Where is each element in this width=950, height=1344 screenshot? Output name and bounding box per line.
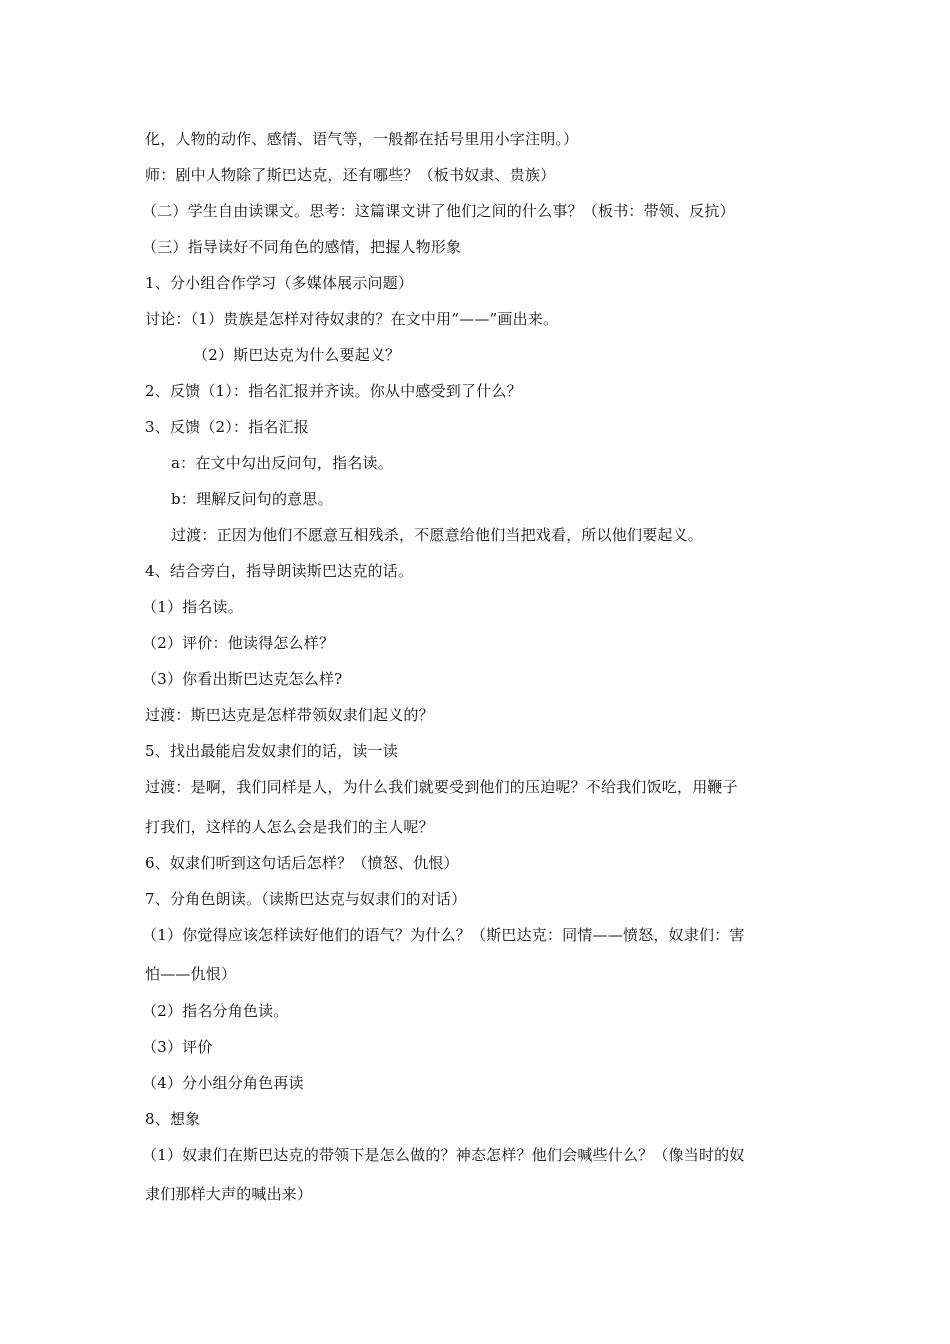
text-line-12: 过渡：正因为他们不愿意互相残杀，不愿意给他们当把戏看，所以他们要起义。 (171, 526, 704, 544)
text-line-25: （2）指名分角色读。 (142, 1002, 289, 1020)
text-line-19: 过渡：是啊，我们同样是人，为什么我们就要受到他们的压迫呢？不给我们饭吃，用鞭子 (145, 778, 738, 796)
text-line-9: 3、反馈（2）：指名汇报 (145, 418, 309, 436)
text-line-4: （三）指导读好不同角色的感情，把握人物形象 (142, 238, 462, 256)
text-line-16: （3）你看出斯巴达克怎么样? (142, 670, 343, 688)
text-line-10: a：在文中勾出反问句，指名读。 (171, 454, 393, 472)
text-line-26: （3）评价 (142, 1038, 213, 1056)
text-line-28: 8、想象 (145, 1110, 201, 1128)
text-line-17: 过渡：斯巴达克是怎样带领奴隶们起义的？ (145, 706, 434, 724)
text-line-15: （2）评价：他读得怎么样？ (142, 634, 335, 652)
text-line-20: 打我们，这样的人怎么会是我们的主人呢？ (145, 818, 434, 836)
text-line-22: 7、分角色朗读。（读斯巴达克与奴隶们的对话） (145, 890, 467, 908)
text-line-23: （1）你觉得应该怎样读好他们的语气？为什么？（斯巴达克：同情——愤怒，奴隶们：害 (142, 926, 745, 944)
text-line-11: b：理解反问句的意思。 (171, 490, 333, 508)
text-line-3: （二）学生自由读课文。思考：这篇课文讲了他们之间的什么事？（板书：带领、反抗） (142, 202, 735, 220)
text-line-21: 6、奴隶们听到这句话后怎样？（愤怒、仇恨） (145, 854, 459, 872)
text-line-1: 化，人物的动作、感情、语气等，一般都在括号里用小字注明。） (145, 130, 579, 148)
text-line-14: （1）指名读。 (142, 598, 243, 616)
text-line-30: 隶们那样大声的喊出来） (145, 1185, 313, 1203)
text-line-13: 4、结合旁白，指导朗读斯巴达克的话。 (145, 562, 414, 580)
text-line-8: 2、反馈（1）：指名汇报并齐读。你从中感受到了什么？ (145, 382, 522, 400)
text-line-2: 师：剧中人物除了斯巴达克，还有哪些？（板书奴隶、贵族） (145, 166, 556, 184)
text-line-27: （4）分小组分角色再读 (142, 1074, 304, 1092)
text-line-18: 5、找出最能启发奴隶们的话，读一读 (145, 742, 398, 760)
text-line-7: （2）斯巴达克为什么要起义？ (193, 346, 401, 364)
text-line-29: （1）奴隶们在斯巴达克的带领下是怎么做的？神态怎样？他们会喊些什么？（像当时的奴 (142, 1146, 745, 1164)
text-line-6: 讨论：（1）贵族是怎样对待奴隶的？在文中用“——”画出来。 (145, 310, 559, 328)
text-line-24: 怕——仇恨） (145, 965, 237, 983)
text-line-5: 1、分小组合作学习（多媒体展示问题） (145, 274, 414, 292)
